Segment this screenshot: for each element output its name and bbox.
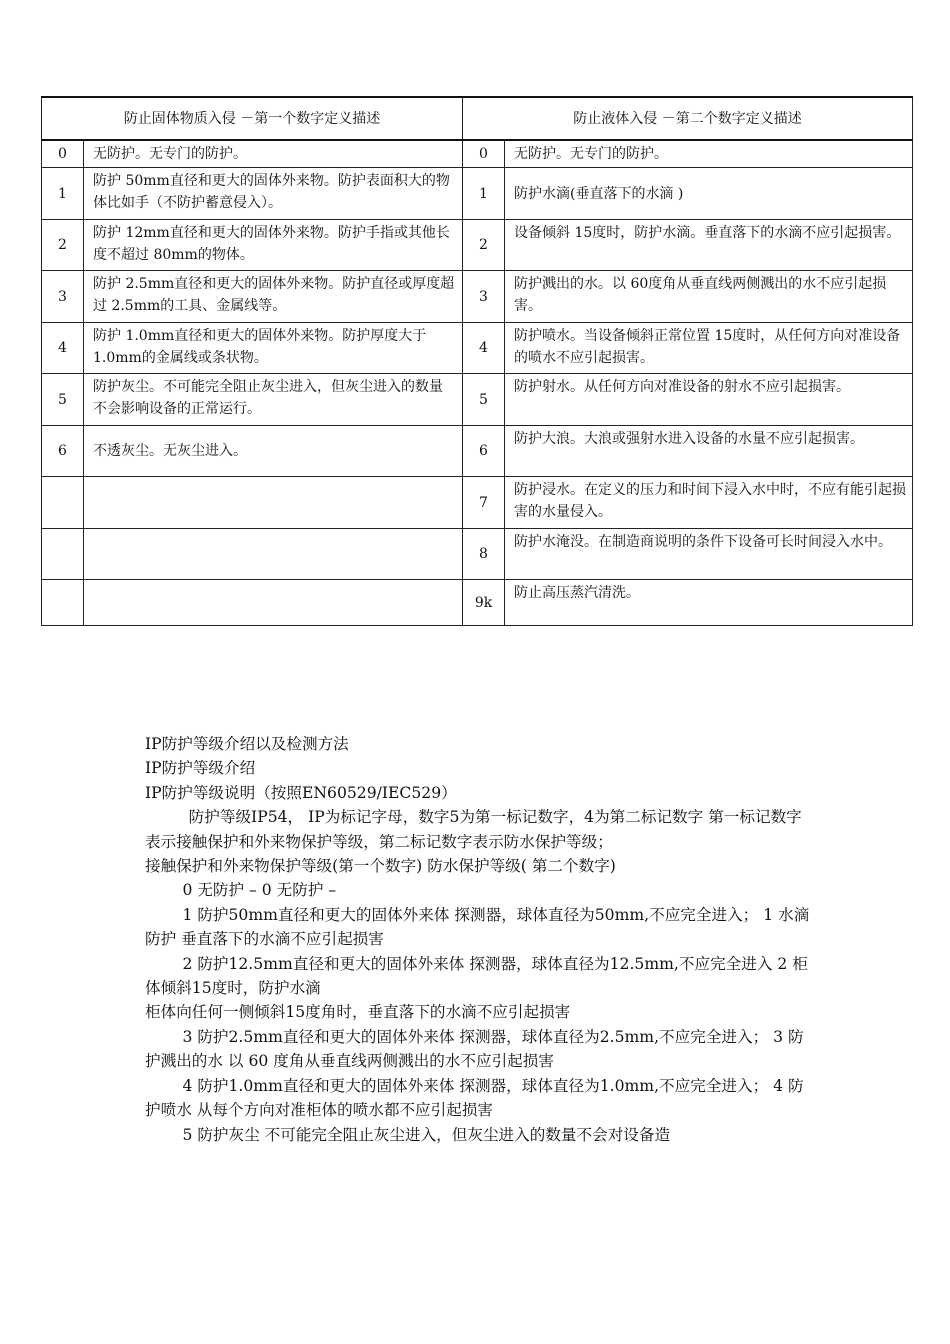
- solid-level-number: 2: [42, 220, 84, 271]
- table-row: [42, 323, 913, 374]
- solid-level-description: 不透灰尘。无灰尘进入。: [84, 426, 463, 477]
- table-row: [42, 477, 913, 529]
- level-4-paragraph: 4 防护1.0mm直径和更大的固体外来体 探测器，球体直径为1.0mm,不应完全进入； 4 防护喷水 从每个方向对准柜体的喷水都不应引起损害: [145, 1076, 804, 1120]
- liquid-level-number: 8: [463, 529, 505, 580]
- solid-level-number: [42, 477, 84, 529]
- liquid-level-description: 防护射水。从任何方向对准设备的射水不应引起损害。: [505, 374, 913, 426]
- liquid-level-description: 防止高压蒸汽清洗。: [505, 580, 913, 626]
- liquid-level-description: 防护溅出的水。以 60度角从垂直线两侧溅出的水不应引起损害。: [505, 271, 913, 323]
- document-subtitle: IP防护等级介绍: [145, 759, 256, 778]
- solid-level-description: 防护 2.5mm直径和更大的固体外来物。防护直径或厚度超过 2.5mm的工具、金属线等。: [84, 271, 463, 323]
- solid-level-number: [42, 580, 84, 626]
- solid-level-description: 防护灰尘。不可能完全阻止灰尘进入，但灰尘进入的数量不会影响设备的正常运行。: [84, 374, 463, 426]
- liquid-level-number: 7: [463, 477, 505, 529]
- liquid-column-header: 防止液体入侵 －第二个数字定义描述: [463, 97, 913, 140]
- level-1-paragraph: 1 防护50mm直径和更大的固体外来体 探测器，球体直径为50mm,不应完全进入； 1 水滴防护 垂直落下的水滴不应引起损害: [145, 905, 810, 949]
- solid-level-description: [84, 580, 463, 626]
- document-title: IP防护等级介绍以及检测方法: [145, 735, 349, 753]
- level-2-continuation: 柜体向任何一侧倾斜15度角时，垂直落下的水滴不应引起损害: [145, 1003, 571, 1022]
- ip-rating-document: [145, 732, 810, 1147]
- liquid-level-number: 0: [463, 140, 505, 168]
- liquid-level-description: 无防护。无专门的防护。: [505, 140, 913, 168]
- liquid-level-number: 5: [463, 374, 505, 426]
- liquid-level-number: 2: [463, 220, 505, 271]
- solid-level-number: 1: [42, 168, 84, 220]
- intro-paragraph: 防护等级IP54， IP为标记字母，数字5为第一标记数字，4为第二标记数字 第一标记数字表示接触保护和外来物保护等级，第二标记数字表示防水保护等级；: [145, 808, 802, 851]
- liquid-level-number: 9k: [463, 580, 505, 626]
- solid-level-number: [42, 529, 84, 580]
- liquid-level-number: 4: [463, 323, 505, 374]
- table-row: [42, 374, 913, 426]
- solid-level-description: 防护 12mm直径和更大的固体外来物。防护手指或其他长度不超过 80mm的物体。: [84, 220, 463, 271]
- solid-level-number: 4: [42, 323, 84, 374]
- liquid-level-description: 防护水淹没。在制造商说明的条件下设备可长时间浸入水中。: [505, 529, 913, 580]
- standard-line: IP防护等级说明（按照EN60529/IEC529）: [145, 783, 457, 802]
- liquid-level-description: 防护喷水。当设备倾斜正常位置 15度时，从任何方向对准设备的喷水不应引起损害。: [505, 323, 913, 374]
- level-0-paragraph: 0 无防护 – 0 无防护 –: [182, 881, 337, 900]
- liquid-level-number: 3: [463, 271, 505, 323]
- level-2-paragraph: 2 防护12.5mm直径和更大的固体外来体 探测器，球体直径为12.5mm,不应完全进入 2 柜体倾斜15度时，防护水滴: [145, 954, 808, 998]
- table-row: [42, 426, 913, 477]
- liquid-level-number: 1: [463, 168, 505, 220]
- table-row: [42, 529, 913, 580]
- solid-column-header: 防止固体物质入侵 －第一个数字定义描述: [42, 97, 463, 140]
- solid-level-description: [84, 477, 463, 529]
- table-row: [42, 140, 913, 168]
- level-5-paragraph: 5 防护灰尘 不可能完全阻止灰尘进入，但灰尘进入的数量不会对设备造: [182, 1125, 671, 1144]
- liquid-level-description: 防护水滴(垂直落下的水滴 ): [505, 168, 913, 220]
- solid-level-description: [84, 529, 463, 580]
- ip-protection-table: [41, 96, 913, 626]
- solid-level-number: 6: [42, 426, 84, 477]
- table-header-row: [42, 97, 913, 140]
- solid-level-number: 0: [42, 140, 84, 168]
- solid-level-description: 无防护。无专门的防护。: [84, 140, 463, 168]
- liquid-level-description: 防护大浪。大浪或强射水进入设备的水量不应引起损害。: [505, 426, 913, 477]
- solid-level-description: 防护 50mm直径和更大的固体外来物。防护表面积大的物体比如手（不防护蓄意侵入）。: [84, 168, 463, 220]
- solid-level-number: 5: [42, 374, 84, 426]
- liquid-level-number: 6: [463, 426, 505, 477]
- liquid-level-description: 防护浸水。在定义的压力和时间下浸入水中时，不应有能引起损害的水量侵入。: [505, 477, 913, 529]
- solid-level-number: 3: [42, 271, 84, 323]
- table-row: [42, 271, 913, 323]
- header-line: 接触保护和外来物保护等级(第一个数字) 防水保护等级( 第二个数字): [145, 857, 616, 876]
- level-3-paragraph: 3 防护2.5mm直径和更大的固体外来体 探测器，球体直径为2.5mm,不应完全进入； 3 防护溅出的水 以 60 度角从垂直线两侧溅出的水不应引起损害: [145, 1027, 804, 1071]
- table-row: [42, 580, 913, 626]
- solid-level-description: 防护 1.0mm直径和更大的固体外来物。防护厚度大于 1.0mm的金属线或条状物。: [84, 323, 463, 374]
- table-row: [42, 220, 913, 271]
- liquid-level-description: 设备倾斜 15度时，防护水滴。垂直落下的水滴不应引起损害。: [505, 220, 913, 271]
- table-row: [42, 168, 913, 220]
